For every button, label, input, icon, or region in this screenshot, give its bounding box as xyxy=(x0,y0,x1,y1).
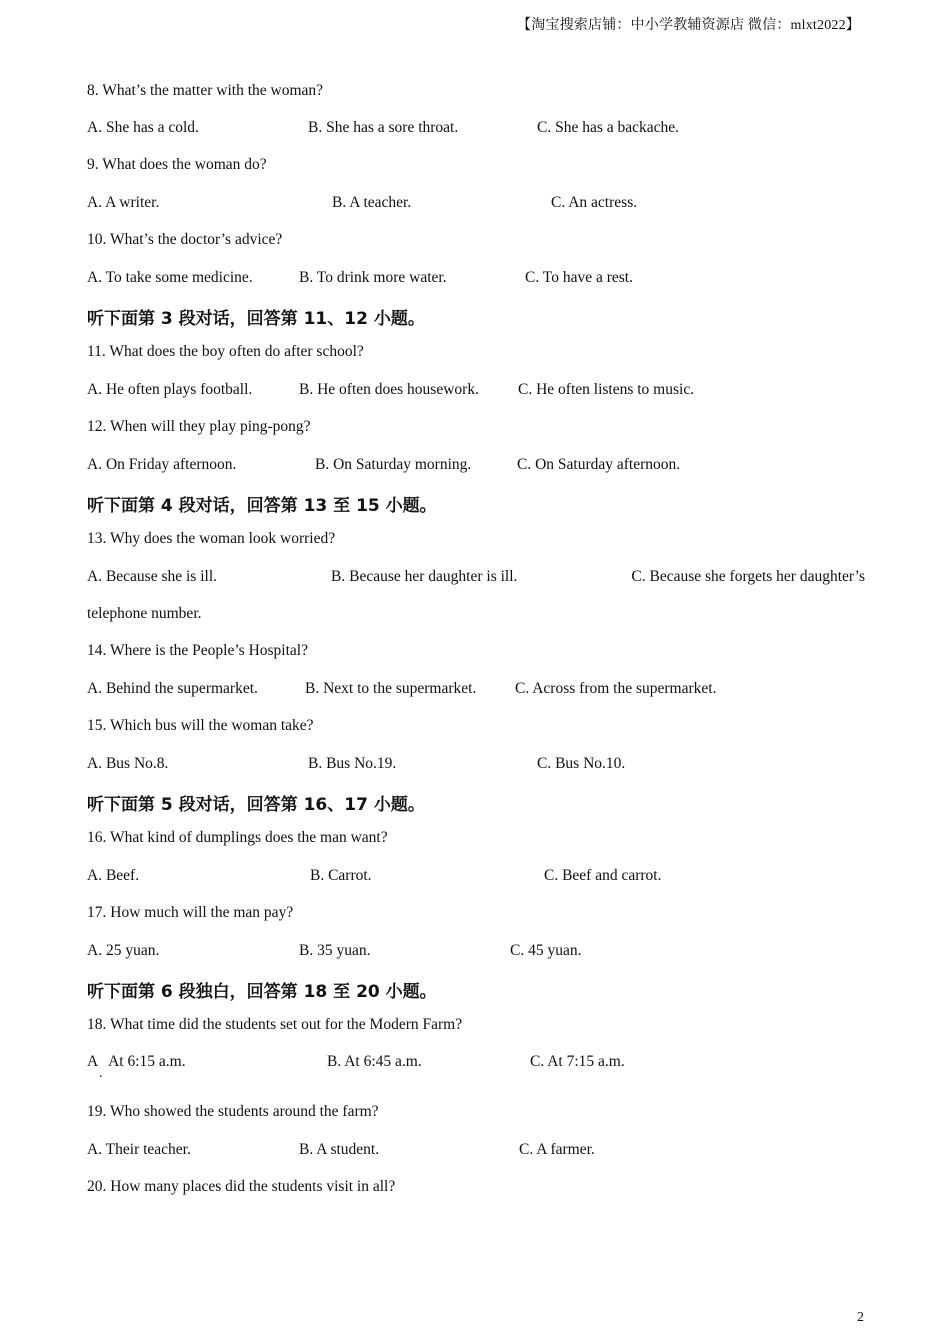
option-c-continued: telephone number. xyxy=(87,605,202,622)
option-b: B. Carrot. xyxy=(310,867,372,884)
question-15: 15. Which bus will the woman take? xyxy=(87,717,314,734)
option-c: C. She has a backache. xyxy=(537,119,680,136)
question-12: 12. When will they play ping-pong? xyxy=(87,418,311,435)
option-c: C. An actress. xyxy=(551,194,638,211)
question-14: 14. Where is the People’s Hospital? xyxy=(87,642,308,659)
question-18: 18. What time did the students set out for the Modern Farm? xyxy=(87,1016,463,1033)
option-c: C. A farmer. xyxy=(519,1141,595,1158)
question-19: 19. Who showed the students around the farm? xyxy=(87,1103,379,1120)
option-a: A. She has a cold. xyxy=(87,119,199,136)
section-3-heading: 听下面第 3 段对话，回答第 11、12 小题。 xyxy=(87,309,425,329)
option-b: B. A student. xyxy=(299,1141,380,1158)
option-a: A. 25 yuan. xyxy=(87,942,160,959)
option-b: B. She has a sore throat. xyxy=(308,119,459,136)
option-b: B. At 6:45 a.m. xyxy=(327,1053,422,1070)
question-8: 8. What’s the matter with the woman? xyxy=(87,82,324,99)
option-b: B. 35 yuan. xyxy=(299,942,371,959)
page-header: 【淘宝搜索店铺：中小学教辅资源店 微信：mlxt2022】 xyxy=(517,18,860,33)
option-c: C. On Saturday afternoon. xyxy=(517,456,681,473)
option-c: C. At 7:15 a.m. xyxy=(530,1053,625,1070)
option-c: C. Beef and carrot. xyxy=(544,867,662,884)
question-10: 10. What’s the doctor’s advice? xyxy=(87,231,283,248)
page-number: 2 xyxy=(857,1310,864,1325)
option-b: B. To drink more water. xyxy=(299,269,447,286)
option-c: C. To have a rest. xyxy=(525,269,633,286)
section-5-heading: 听下面第 5 段对话，回答第 16、17 小题。 xyxy=(87,795,425,815)
option-c: C. He often listens to music. xyxy=(518,381,695,398)
question-11: 11. What does the boy often do after school? xyxy=(87,343,364,360)
option-c: C. Bus No.10. xyxy=(537,755,626,772)
question-20: 20. How many places did the students visit in all? xyxy=(87,1178,396,1195)
section-6-heading: 听下面第 6 段独白，回答第 18 至 20 小题。 xyxy=(87,982,437,1002)
option-a: A. Bus No.8. xyxy=(87,755,169,772)
option-c: C. 45 yuan. xyxy=(510,942,582,959)
option-b: B. Next to the supermarket. xyxy=(305,680,477,697)
option-a: A. To take some medicine. xyxy=(87,269,253,286)
option-c: C. Across from the supermarket. xyxy=(515,680,717,697)
option-b: B. A teacher. xyxy=(332,194,412,211)
question-17: 17. How much will the man pay? xyxy=(87,904,294,921)
stray-dot: . xyxy=(99,1066,103,1081)
question-13: 13. Why does the woman look worried? xyxy=(87,530,336,547)
option-b: B. Bus No.19. xyxy=(308,755,397,772)
question-16: 16. What kind of dumplings does the man want? xyxy=(87,829,388,846)
option-a: A. On Friday afternoon. xyxy=(87,456,237,473)
option-a: A. Because she is ill. xyxy=(87,568,218,585)
section-4-heading: 听下面第 4 段对话，回答第 13 至 15 小题。 xyxy=(87,496,437,516)
question-9: 9. What does the woman do? xyxy=(87,156,267,173)
option-b: B. He often does housework. xyxy=(299,381,479,398)
question-13-options xyxy=(87,568,865,586)
option-a: A. Behind the supermarket. xyxy=(87,680,258,697)
option-a: A. Their teacher. xyxy=(87,1141,191,1158)
option-a: A. Beef. xyxy=(87,867,140,884)
option-a: A At 6:15 a.m. xyxy=(87,1053,186,1070)
option-a: A. A writer. xyxy=(87,194,160,211)
option-b: B. On Saturday morning. xyxy=(315,456,472,473)
option-c: C. Because she forgets her daughter’s xyxy=(631,568,865,585)
option-a: A. He often plays football. xyxy=(87,381,253,398)
option-b: B. Because her daughter is ill. xyxy=(331,568,518,585)
